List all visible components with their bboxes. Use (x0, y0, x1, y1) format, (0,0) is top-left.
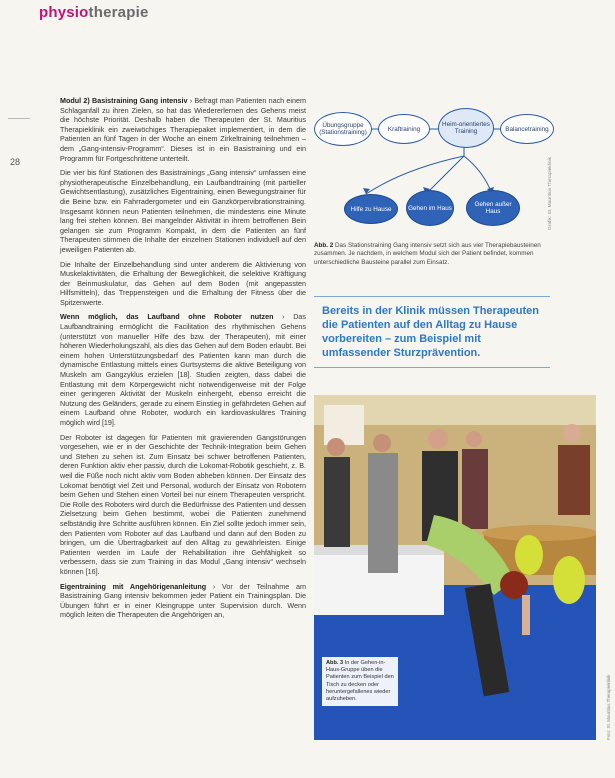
photo-person-3-head (428, 429, 448, 449)
section3-text-1: › Vor der Teilnahme am Basistraining Gang intensiv bekommen jeder Patient ein Trainingsplan. Die Übungen führt er in einer Kleingruppe unter Supervision durch. Wenn möglich leiten die Therapeuten die Angehörigen an, (60, 581, 307, 620)
page-number: 28 (10, 157, 21, 167)
figure3-text: In der Gehen-in-Haus-Gruppe üben die Patienten zum Beispiel den Tisch zu decken oder heruntergefallenes wieder aufzuheben. (326, 660, 394, 703)
section1-text-1: › Befragt man Patienten nach einem Schlaganfall zu ihren Zielen, so hat das Wiedererlernen des Gehens meist die höchste Priorität. Deshalb haben die Therapeuten der St. Mauritius Therapieklinik ein zweiwöchiges Therapiepaket implementiert, in dem die Patienten an fünf Tagen in der Woche an einem Zirkeltraining teilnehmen – dem „Gang-intensiv-Programm“. Dieses ist in ein Basistraining und ein Programm für Fortgeschrittene unterteilt. (60, 96, 306, 163)
section1-heading: Modul 2) Basistraining Gang intensiv (60, 96, 188, 105)
photo-credit: Foto: St. Mauritius Therapieklinik (606, 674, 611, 740)
section1-paragraph-2: Die vier bis fünf Stationen des Basistrainings „Gang intensiv“ umfassen eine physiotherapeutische Einzelbehandlung, ein Laufbandtraining (mit partieller Gewichtsentlastung), zusätzliches Eigentraining, einen Bewegungstrainer für die Beine bzw. ein Fahrradergometer und ein Ganzkörpervibrationstraining. Insgesamt können neun Patienten teilnehmen, die mindestens eine Minute lang frei stehen können. Bei mangelnder Aktivität in ihrem betroffenen Bein gelangen sie zum Programm Kompakt, in dem die Patienten an fünf Therapeuten stimmen die Inhalte der einzelnen Stationen individuell auf den jeweiligen Patienten ab. (60, 168, 306, 254)
therapy-diagram (314, 94, 554, 234)
pull-quote-rule-top (314, 296, 550, 297)
photo-tabletop (482, 525, 596, 541)
photo-window (324, 405, 364, 445)
figure3-label: Abb. 3 (326, 660, 344, 666)
pull-quote-rule-bottom (314, 367, 550, 368)
photo-person-1-body (324, 457, 350, 547)
photo-patient-head (500, 571, 528, 599)
section2-paragraph-1 (60, 312, 306, 427)
section2-text-1: › Das Laufbandtraining ermöglicht die Facilitation des rhythmischen Gehens (unterstützt von manueller Hilfe des bzw. der Therapeuten), mit einer höheren Wiederholungszahl, als dies das Gehen auf dem Boden erlaubt. Bei einem hohen Unterstützungsbedarf des Patienten kann man durch die dynamische Entlastung mittels eines Gurtsystems die aktive Beteiligung von Muskeln am Gangzyklus erzielen [18]. Studien zeigten, dass dabei die Entlastung mit dem Körpergewicht nicht notwendigerweise mit der Folge einer geringeren Aktivität der Muskeln einhergeht, ebenso erreicht die Nutzung des Geländers, gerade zu einem Einstieg in gefährdeten Gehen auf einem Laufband ohne Roboter, wodurch ein kardiovaskuläres Training möglich wird [19]. (60, 312, 306, 427)
figure2-text: Das Stationstraining Gang intensiv setzt sich aus vier Therapiebausteinen zusammen. Je nachdem, in welchem Modul sich der Patient befindet, kommen unterschiedliche Bausteine parallel zum Einsatz. (314, 242, 541, 266)
photo-chair-1 (515, 535, 543, 575)
header-brand-grey: therapie (88, 4, 149, 21)
photo-patient-arm (522, 595, 530, 635)
photo-person-4-head (466, 431, 482, 447)
section2-paragraph-2: Der Roboter ist dagegen für Patienten mit gravierenden Gangstörungen vorgesehen, wie er in der Geschichte der Technik-Integration beim Gehen und Stehen zu sehen ist. Zum Einsatz bei schwer betroffenen Patienten, deren Funktion aktiv eher passiv, durch die Lokomat-Robotik geschieht, z. B. weil die Füße noch nicht aktiv vom Boden abheben können. Der Einsatz des Lokomat benötigt viel Zeit und Personal, wodurch der Einsatz von Robotern beim Gehen und Stehen einen Vorteil bei nur einem Therapeuten verspricht. Die Rolle des Roboters wird durch die Bedürfnisse des Patienten und dessen Zielsetzung beim Gehen bestimmt, wobei die Patienten zunehmend selbständig ihre Schritte ausführen können. Ein Ziel sollte jedoch immer sein, den Patienten vom Roboter auf das Laufband und dann auf den Boden zu bringen, um die Übertragbarkeit auf den Alltag zu gewährleisten. Einige Patienten werden im Laufe der Rehabilitation ihre Gehfähigkeit so verbessern, dass sie zum Training in das Modul „Gang intensiv“ wechseln können [16]. (60, 432, 306, 576)
connector-right (464, 156, 492, 194)
diagram-credit: Grafik: St. Mauritius Therapieklinik (548, 157, 553, 230)
figure2-caption (314, 242, 550, 267)
diagram-node-bottom-1: Hilfe zu Hause (344, 194, 398, 224)
photo-person-5-body (558, 445, 590, 515)
diagram-node-top-4: Balancetraining (500, 114, 554, 144)
header-brand-pink: physio (39, 4, 89, 21)
diagram-node-bottom-2: Gehen im Haus (406, 190, 454, 226)
magazine-header (39, 4, 149, 21)
therapy-photo (314, 395, 596, 740)
connector-left (366, 156, 464, 194)
diagram-node-top-2: Kraftraining (378, 114, 430, 144)
diagram-node-center: Heim-orientiertes Training (438, 108, 494, 148)
section1-paragraph-3: Die Inhalte der Einzelbehandlung sind unter anderem die Aktivierung von Muskelaktivitäten, die Erhaltung der Beweglichkeit, die selektive Kräftigung der Beinmuskulatur, das Gehen auf dem Boden (mit angepassten Hilfsmitteln), das Treppensteigen und die Erhaltung der Fitness über die Spitzenwerte. (60, 259, 306, 307)
connector-middle (426, 156, 464, 194)
pull-quote: Bereits in der Klinik müssen Therapeuten die Patienten auf den Alltag zu Hause vorbereiten – zum Beispiel mit umfassender Sturzprävention. (322, 305, 540, 359)
section3-heading: Eigentraining mit Angehörigenanleitung (60, 581, 207, 591)
section2-heading: Wenn möglich, das Laufband ohne Roboter nutzen (60, 312, 274, 322)
photo-person-2-body (368, 453, 398, 573)
section3-paragraph-1 (60, 582, 306, 620)
figure3-caption (322, 657, 398, 706)
page-number-rule (8, 118, 30, 119)
diagram-node-top-1: Übungsgruppe (Stationstraining) (314, 112, 372, 146)
section1-paragraph-1 (60, 96, 306, 163)
article-column (60, 96, 306, 625)
photo-person-1-head (327, 438, 345, 456)
photo-chair-2 (553, 556, 585, 604)
photo-person-4-body (462, 449, 488, 529)
photo-person-5-head (563, 424, 581, 442)
figure2-label: Abb. 2 (314, 242, 334, 249)
diagram-node-bottom-3: Gehen außer Haus (466, 190, 520, 226)
photo-person-2-head (373, 434, 391, 452)
